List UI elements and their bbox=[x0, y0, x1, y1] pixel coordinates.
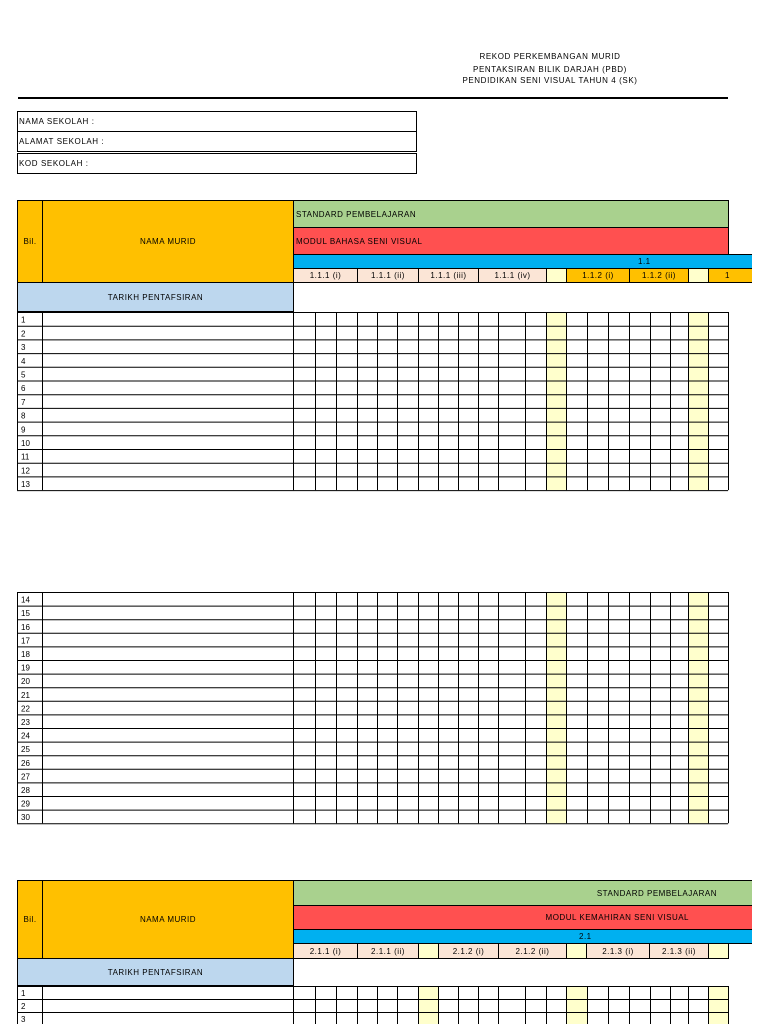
row-number: 21 bbox=[21, 690, 30, 700]
spacer-column bbox=[566, 986, 587, 1024]
row-number: 12 bbox=[21, 466, 30, 476]
row-number: 17 bbox=[21, 636, 30, 646]
subhead2-5: 2.1.3 (i) bbox=[586, 943, 650, 959]
nama-murid-header-2: NAMA MURID bbox=[42, 880, 294, 959]
row2-number: 2 bbox=[21, 1002, 26, 1011]
row-number: 10 bbox=[21, 439, 30, 448]
row-number: 25 bbox=[21, 745, 30, 755]
row-number: 19 bbox=[21, 663, 30, 673]
subhead2-4: 2.1.2 (ii) bbox=[498, 943, 567, 959]
row-number: 18 bbox=[21, 650, 30, 659]
group-label-2: 2.1 bbox=[579, 932, 592, 941]
school-address-field: ALAMAT SEKOLAH : bbox=[17, 131, 417, 152]
subhead2-2: 2.1.1 (ii) bbox=[357, 943, 419, 959]
subhead-5: 1.1.2 (i) bbox=[566, 268, 630, 283]
row2-number: 1 bbox=[21, 989, 26, 998]
subhead-7: 1 bbox=[708, 268, 752, 283]
row-number: 20 bbox=[21, 677, 30, 687]
row-number: 5 bbox=[21, 370, 26, 380]
row-number: 26 bbox=[21, 758, 30, 768]
row-number: 6 bbox=[21, 384, 26, 394]
row-number: 23 bbox=[21, 718, 30, 727]
row2-number: 3 bbox=[21, 1015, 26, 1024]
subhead-4: 1.1.1 (iv) bbox=[478, 268, 547, 283]
row-number: 13 bbox=[21, 480, 30, 490]
bil-header-2: Bil. bbox=[17, 880, 43, 959]
modul-header: MODUL BAHASA SENI VISUAL bbox=[293, 227, 729, 255]
row-number: 2 bbox=[21, 329, 26, 339]
standard-pembelajaran-header-2: STANDARD PEMBELAJARAN bbox=[293, 880, 752, 906]
standard-pembelajaran-header: STANDARD PEMBELAJARAN bbox=[293, 200, 729, 228]
group-label: 1.1 bbox=[638, 257, 651, 266]
row-number: 1 bbox=[21, 315, 26, 325]
row-number: 8 bbox=[21, 411, 26, 421]
row-number: 24 bbox=[21, 731, 30, 741]
tarikh-pentafsiran-label-2: TARIKH PENTAFSIRAN bbox=[17, 958, 294, 986]
row-number: 3 bbox=[21, 343, 26, 353]
row-number: 9 bbox=[21, 425, 26, 435]
modul-header-2: MODUL KEMAHIRAN SENI VISUAL bbox=[293, 905, 752, 930]
school-name-field: NAMA SEKOLAH : bbox=[17, 111, 417, 132]
row-number: 29 bbox=[21, 799, 30, 809]
row-number: 11 bbox=[21, 452, 30, 462]
subhead-3: 1.1.1 (iii) bbox=[418, 268, 479, 283]
subhead-1: 1.1.1 (i) bbox=[293, 268, 358, 283]
spacer-column bbox=[418, 986, 438, 1024]
subhead2-3: 2.1.2 (i) bbox=[438, 943, 499, 959]
subhead2-6: 2.1.3 (ii) bbox=[649, 943, 709, 959]
report-subtitle-pbd: PENTAKSIRAN BILIK DARJAH (PBD) bbox=[473, 65, 627, 74]
school-code-field: KOD SEKOLAH : bbox=[17, 153, 417, 174]
tarikh-pentafsiran-label: TARIKH PENTAFSIRAN bbox=[17, 282, 294, 312]
bil-header: Bil. bbox=[17, 200, 43, 283]
nama-murid-header: NAMA MURID bbox=[42, 200, 294, 283]
row-number: 28 bbox=[21, 786, 30, 795]
subhead2-1: 2.1.1 (i) bbox=[293, 943, 358, 959]
spacer-column bbox=[708, 986, 728, 1024]
row-number: 27 bbox=[21, 772, 30, 782]
row-number: 7 bbox=[21, 397, 26, 407]
subhead-2: 1.1.1 (ii) bbox=[357, 268, 419, 283]
spacer-column bbox=[688, 592, 708, 823]
row-number: 14 bbox=[21, 595, 30, 605]
row-number: 4 bbox=[21, 356, 26, 366]
spacer-column bbox=[546, 592, 566, 823]
row-number: 15 bbox=[21, 609, 30, 619]
report-title: REKOD PERKEMBANGAN MURID bbox=[479, 52, 621, 61]
row-number: 22 bbox=[21, 704, 30, 714]
subhead-6: 1.1.2 (ii) bbox=[629, 268, 689, 283]
row-number: 16 bbox=[21, 622, 30, 632]
report-subtitle-subject: PENDIDIKAN SENI VISUAL TAHUN 4 (SK) bbox=[462, 76, 638, 85]
row-number: 30 bbox=[21, 813, 30, 823]
